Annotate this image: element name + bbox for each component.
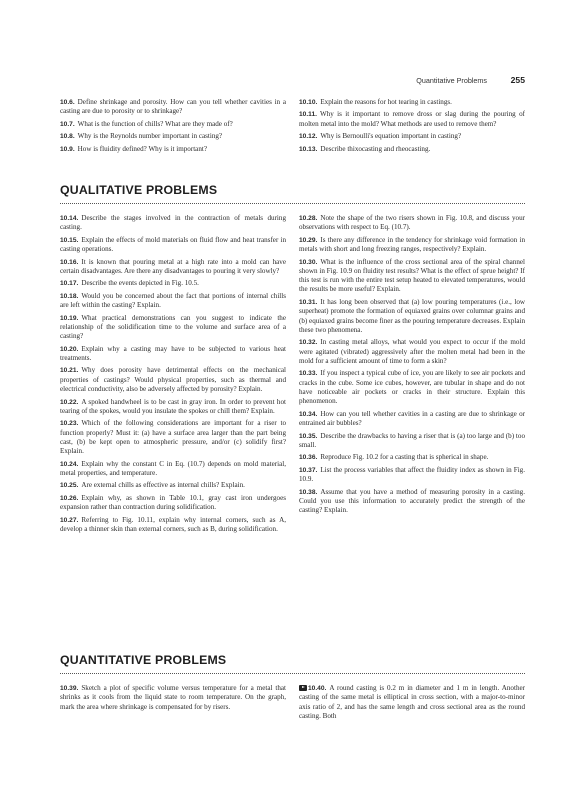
problem-item bbox=[60, 292, 286, 311]
quantitative-problems bbox=[60, 684, 525, 724]
review-questions-left-column bbox=[60, 98, 286, 157]
problem-item bbox=[60, 494, 286, 513]
problem-number: 10.36. bbox=[299, 454, 318, 462]
problem-text: Assume that you have a method of measuring porosity in a casting. Could you use this information to accurately predict the strength of the casting? Explain. bbox=[299, 487, 525, 515]
problem-item bbox=[60, 516, 286, 535]
problem-item bbox=[60, 214, 286, 233]
problem-item bbox=[299, 432, 525, 451]
problem-text: What is the influence of the cross sectional area of the spiral channel shown in Fig. 10.9 on fluidity test results? What is the effect of sprue height? If this test is run with the entire test setup heated to elevated temperatures, would the results be more useful? Explain. bbox=[299, 257, 525, 294]
problem-text: Describe the events depicted in Fig. 10.5. bbox=[81, 279, 199, 288]
problem-item bbox=[299, 214, 525, 233]
problem-number: 10.32. bbox=[299, 339, 318, 347]
problem-number: 10.40. bbox=[308, 685, 327, 692]
problem-number: 10.30. bbox=[299, 258, 318, 266]
problem-text: Are external chills as effective as internal chills? Explain. bbox=[81, 481, 245, 490]
problem-item bbox=[60, 314, 286, 342]
problem-text: Would you be concerned about the fact that portions of internal chills are left within the casting? Explain. bbox=[60, 291, 286, 310]
problem-text: List the process variables that affect the fluidity index as shown in Fig. 10.9. bbox=[299, 465, 525, 484]
problem-item bbox=[299, 98, 525, 107]
problem-text: Define shrinkage and porosity. How can you tell whether cavities in a casting are due to porosity or to shrinkage? bbox=[60, 98, 286, 116]
problem-text: If you inspect a typical cube of ice, you are likely to see air pockets and cracks in the cube. Some ice cubes, however, are tubular in shape and do not have noticeable air pockets or cracks in their structure. Explain this phenomenon. bbox=[299, 369, 525, 406]
problem-number: 10.19. bbox=[60, 314, 79, 322]
problem-item bbox=[60, 419, 286, 456]
problem-text: Why is the Reynolds number important in casting? bbox=[77, 132, 223, 141]
problem-number: 10.18. bbox=[60, 292, 79, 300]
problem-item bbox=[60, 120, 286, 129]
problem-text: How can you tell whether cavities in a casting are due to shrinkage or entrained air bubbles? bbox=[299, 409, 525, 428]
problem-item bbox=[299, 453, 525, 462]
problem-number: 10.29. bbox=[299, 236, 318, 244]
problem-item bbox=[299, 369, 525, 406]
problem-number: 10.9. bbox=[60, 145, 75, 153]
qualitative-problems-heading: QUALITATIVE PROBLEMS bbox=[60, 183, 218, 197]
problem-number: 10.13. bbox=[299, 145, 318, 153]
qualitative-left-column bbox=[60, 214, 286, 538]
problem-text: What practical demonstrations can you suggest to indicate the relationship of the solidification time to the volume and surface area of a casting? bbox=[60, 313, 286, 341]
problem-text: Why is Bernoulli's equation important in casting? bbox=[320, 132, 462, 141]
problem-number: 10.31. bbox=[299, 298, 318, 306]
problem-item bbox=[299, 110, 525, 129]
problem-text: A spoked handwheel is to be cast in gray iron. In order to prevent hot tearing of the spokes, would you insulate the spokes or chill them? Explain. bbox=[60, 397, 286, 415]
problem-text: Referring to Fig. 10.11, explain why internal corners, such as A, develop a thinner skin than external corners, such as B, during solidification. bbox=[60, 515, 286, 534]
problem-text: Explain why, as shown in Table 10.1, gray cast iron undergoes expansion rather than contraction during solidification. bbox=[60, 493, 286, 512]
problem-item bbox=[60, 145, 286, 154]
problem-number: 10.37. bbox=[299, 466, 318, 474]
problem-number: 10.21. bbox=[60, 367, 79, 375]
problem-number: 10.16. bbox=[60, 258, 79, 266]
problem-text: It has long been observed that (a) low pouring temperatures (i.e., low superheat) promote the formation of equiaxed grains over columnar grains and (b) equiaxed grains become finer as the pouring temperature decreases. Explain these two phenomena. bbox=[299, 297, 525, 334]
problem-item bbox=[60, 236, 286, 255]
problem-item bbox=[60, 279, 286, 288]
problem-number: 10.6. bbox=[60, 99, 75, 106]
problem-item bbox=[299, 684, 525, 721]
problem-number: 10.12. bbox=[299, 133, 318, 141]
quantitative-problems-heading: QUANTITATIVE PROBLEMS bbox=[60, 653, 227, 667]
problem-number: 10.35. bbox=[299, 432, 318, 440]
section-divider bbox=[60, 203, 525, 204]
problem-text: Why is it important to remove dross or slag during the pouring of molten metal into the mold? What methods are used to remove them? bbox=[299, 110, 525, 128]
problem-number: 10.23. bbox=[60, 420, 79, 428]
problem-number: 10.28. bbox=[299, 215, 318, 222]
qualitative-right-column bbox=[299, 214, 525, 538]
running-header bbox=[60, 76, 525, 90]
problem-number: 10.14. bbox=[60, 215, 79, 222]
problem-number: 10.24. bbox=[60, 460, 79, 468]
problem-number: 10.34. bbox=[299, 410, 318, 418]
problem-text: Explain the effects of mold materials on fluid flow and heat transfer in casting operations. bbox=[60, 235, 286, 254]
problem-text: A round casting is 0.2 m in diameter and 1 m in length. Another casting of the same metal is elliptical in cross section, with a major-to-minor axis ratio of 2, and has the same length and cross sectional area as the round casting. Both bbox=[299, 684, 525, 720]
problem-number: 10.39. bbox=[60, 685, 79, 692]
running-header-title: Quantitative Problems bbox=[416, 76, 487, 85]
problem-text: Is there any difference in the tendency for shrinkage void formation in metals with short and long freezing ranges, respectively? Explain. bbox=[299, 235, 525, 254]
quantitative-right-column bbox=[299, 684, 525, 724]
problem-item bbox=[60, 460, 286, 479]
problem-number: 10.25. bbox=[60, 482, 79, 490]
problem-number: 10.11. bbox=[299, 111, 317, 119]
problem-text: It is known that pouring metal at a high rate into a mold can have certain disadvantages. Are there any disadvantages to pouring it very slowly? bbox=[60, 257, 286, 275]
page-number: 255 bbox=[510, 75, 525, 85]
qualitative-problems bbox=[60, 214, 525, 538]
problem-text: Explain the reasons for hot tearing in castings. bbox=[320, 98, 452, 106]
problem-item bbox=[299, 145, 525, 154]
problem-text: Reproduce Fig. 10.2 for a casting that is spherical in shape. bbox=[320, 453, 489, 462]
problem-text: Which of the following considerations are important for a riser to function properly? Must it: (a) have a surface area larger than the part being cast, (b) be kept open to atmospheric pressure, and/or (c) solidify first? Explain. bbox=[60, 419, 286, 456]
video-play-icon bbox=[299, 685, 307, 691]
problem-item bbox=[60, 258, 286, 277]
problem-number: 10.33. bbox=[299, 370, 318, 378]
problem-item bbox=[299, 410, 525, 429]
problem-item bbox=[60, 98, 286, 117]
problem-item bbox=[60, 481, 286, 490]
problem-number: 10.8. bbox=[60, 133, 75, 141]
problem-item bbox=[299, 338, 525, 366]
problem-item bbox=[60, 345, 286, 364]
problem-number: 10.10. bbox=[299, 99, 318, 106]
problem-text: Why does porosity have detrimental effects on the mechanical properties of castings? Would physical properties, such as thermal and electrical conductivity, also be adversely affected by porosity? Explain. bbox=[60, 366, 286, 394]
problem-text: Describe the drawbacks to having a riser that is (a) too large and (b) too small. bbox=[299, 431, 525, 449]
problem-text: How is fluidity defined? Why is it important? bbox=[77, 144, 207, 153]
problem-number: 10.22. bbox=[60, 398, 79, 406]
problem-item bbox=[299, 132, 525, 141]
problem-item bbox=[299, 488, 525, 516]
problem-text: In casting metal alloys, what would you expect to occur if the mold were agitated (vibrated) aggressively after the molten metal had been in the mold for a sufficient amount of time to form a skin? bbox=[299, 338, 525, 365]
problem-item bbox=[60, 398, 286, 417]
problem-text: Explain why the constant C in Eq. (10.7) depends on mold material, metal properties, and temperature. bbox=[60, 459, 286, 477]
problem-number: 10.20. bbox=[60, 345, 79, 353]
problem-number: 10.17. bbox=[60, 280, 79, 288]
problem-text: What is the function of chills? What are they made of? bbox=[77, 119, 233, 128]
problem-item bbox=[299, 298, 525, 335]
review-questions-right-column bbox=[299, 98, 525, 157]
problem-number: 10.7. bbox=[60, 120, 75, 128]
problem-number: 10.15. bbox=[60, 236, 79, 244]
problem-item bbox=[60, 366, 286, 394]
problem-item bbox=[60, 684, 286, 712]
problem-text: Sketch a plot of specific volume versus temperature for a metal that shrinks as it cools from the liquid state to room temperature. On the graph, mark the area where shrinkage is compensated for by risers. bbox=[60, 684, 286, 711]
problem-text: Describe thixocasting and rheocasting. bbox=[320, 144, 431, 153]
quantitative-left-column bbox=[60, 684, 286, 724]
problem-text: Describe the stages involved in the contraction of metals during casting. bbox=[60, 214, 286, 232]
section-divider bbox=[60, 673, 525, 674]
problem-item bbox=[299, 466, 525, 485]
problem-item bbox=[60, 132, 286, 141]
problem-number: 10.27. bbox=[60, 516, 79, 524]
problem-item bbox=[299, 258, 525, 295]
problem-text: Note the shape of the two risers shown in Fig. 10.8, and discuss your observations with respect to Eq. (10.7). bbox=[299, 214, 525, 232]
problem-number: 10.38. bbox=[299, 488, 318, 496]
problem-number: 10.26. bbox=[60, 494, 79, 502]
problem-text: Explain why a casting may have to be subjected to various heat treatments. bbox=[60, 344, 286, 362]
review-questions bbox=[60, 98, 525, 157]
problem-item bbox=[299, 236, 525, 255]
